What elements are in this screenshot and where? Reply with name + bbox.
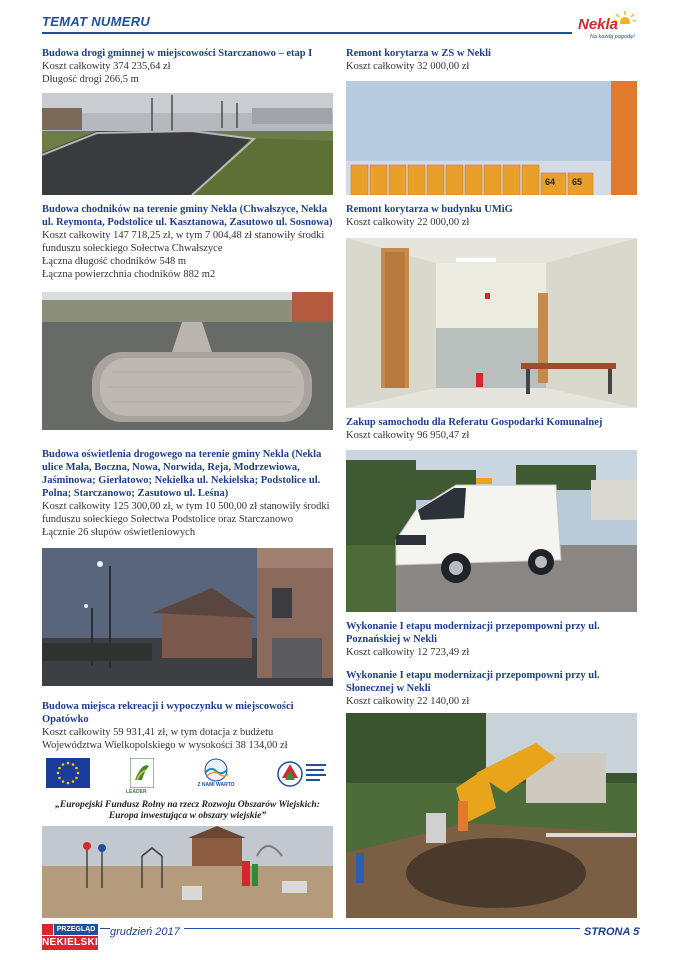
- article-cost: Koszt całkowity 96 950,47 zł: [346, 430, 470, 441]
- article-title: Remont korytarza w budynku UMiG: [346, 204, 513, 215]
- article-corridor-zs: [346, 47, 637, 73]
- prow-logo-icon: [276, 758, 330, 790]
- article-road-starczanowo: [42, 47, 333, 86]
- logo-tagline: Na każdą pogodę!: [590, 34, 635, 40]
- locker-number: 65: [572, 177, 583, 187]
- wave-icon: [195, 758, 237, 782]
- article-cost: Koszt całkowity 59 931,41 zł, w tym dotacja z budżetu Województwa Wielkopolskiego w wysokości 38 134,00 zł: [42, 727, 288, 751]
- photo-excavation: [346, 713, 637, 918]
- article-cost: Koszt całkowity 147 718,25 zł, w tym 7 004,48 zł stanowiły środki funduszu sołeckiego Sołectwa Chwałszyce: [42, 230, 325, 254]
- photo-playground: [42, 826, 333, 918]
- photo-umig-corridor: [346, 238, 637, 408]
- header-rule: [42, 32, 572, 34]
- article-area: Łączna powierzchnia chodników 882 m2: [42, 269, 216, 280]
- leader-logo-icon: [130, 758, 154, 788]
- article-title: Budowa chodników na terenie gminy Nekla (Chwałszyce, Nekla ul. Reymonta, Podstolice ul. Kasztanowa, Zasutowo ul. Sosnowa): [42, 204, 333, 228]
- photo-street-lamps: [42, 548, 333, 686]
- article-cost: Koszt całkowity 32 000,00 zł: [346, 61, 470, 72]
- eu-caption: „Europejski Fundusz Rolny na rzecz Rozwoju Obszarów Wiejskich: Europa inwestująca w obszary wiejskie”: [55, 800, 320, 821]
- article-length: Długość drogi 266,5 m: [42, 74, 139, 85]
- article-pumping-poznanska: [346, 620, 637, 659]
- photo-sidewalk: [42, 292, 333, 430]
- przeglad-nekielski-logo: [42, 924, 98, 952]
- nekla-logo: [572, 10, 642, 44]
- brand-top: PRZEGLĄD: [54, 924, 98, 935]
- article-title: Wykonanie I etapu modernizacji przepompowni przy ul. Słonecznej w Nekli: [346, 670, 600, 694]
- article-count: Łącznie 26 słupów oświetleniowych: [42, 527, 196, 538]
- logo-word: Nekla: [578, 16, 619, 33]
- eu-flag-icon: [46, 758, 90, 788]
- brand-bottom: NEKIELSKI: [42, 937, 99, 948]
- article-title: Budowa miejsca rekreacji i wypoczynku w miejscowości Opatówko: [42, 701, 294, 725]
- article-cost: Koszt całkowity 125 300,00 zł, w tym 10 500,00 zł stanowiły środki funduszu sołeckiego Sołectwa Podstolice oraz Starczanowo: [42, 501, 330, 525]
- issue-date: grudzień 2017: [110, 926, 184, 938]
- photo-road: [42, 93, 333, 195]
- article-title: Zakup samochodu dla Referatu Gospodarki Komunalnej: [346, 417, 603, 428]
- z-nami-warto-label: Z NAMI WARTO: [197, 782, 235, 788]
- article-title: Budowa drogi gminnej w miejscowości Starczanowo – etap I: [42, 48, 313, 59]
- eu-logos-strip: [42, 758, 333, 798]
- brand-mark-icon: [42, 924, 53, 935]
- article-title: Remont korytarza w ZS w Nekli: [346, 48, 491, 59]
- article-corridor-umig: [346, 203, 637, 229]
- article-cost: Koszt całkowity 22 000,00 zł: [346, 217, 470, 228]
- article-cost: Koszt całkowity 12 723,49 zł: [346, 647, 470, 658]
- article-recreation-opatowko: [42, 700, 333, 752]
- photo-lockers-corridor: [346, 81, 637, 195]
- article-vehicle-purchase: [346, 416, 637, 442]
- article-street-lighting: [42, 448, 333, 539]
- article-title: Budowa oświetlenia drogowego na terenie gminy Nekla (Nekla ulice Mała, Boczna, Nowa, Norwida, Reja, Modrzewiowa, Jaśminowa; Gierłatowo; Nekielka ul. Nekielska; Podstolice ul. Polna; Starczanowo; Zasutowo ul. Leśna): [42, 449, 322, 499]
- section-title: TEMAT NUMERU: [42, 14, 151, 29]
- article-length: Łączna długość chodników 548 m: [42, 256, 187, 267]
- page-number: STRONA 5: [580, 926, 639, 938]
- article-cost: Koszt całkowity 22 140,00 zł: [346, 696, 470, 707]
- article-title: Wykonanie I etapu modernizacji przepompowni przy ul. Poznańskiej w Nekli: [346, 621, 600, 645]
- locker-number: 64: [545, 177, 556, 187]
- photo-white-van: [346, 450, 637, 612]
- article-sidewalks: [42, 203, 333, 281]
- article-pumping-sloneczna: [346, 669, 637, 708]
- article-cost: Koszt całkowity 374 235,64 zł: [42, 61, 171, 72]
- leader-label: LEADER: [126, 789, 147, 795]
- z-nami-warto-logo: [195, 758, 237, 792]
